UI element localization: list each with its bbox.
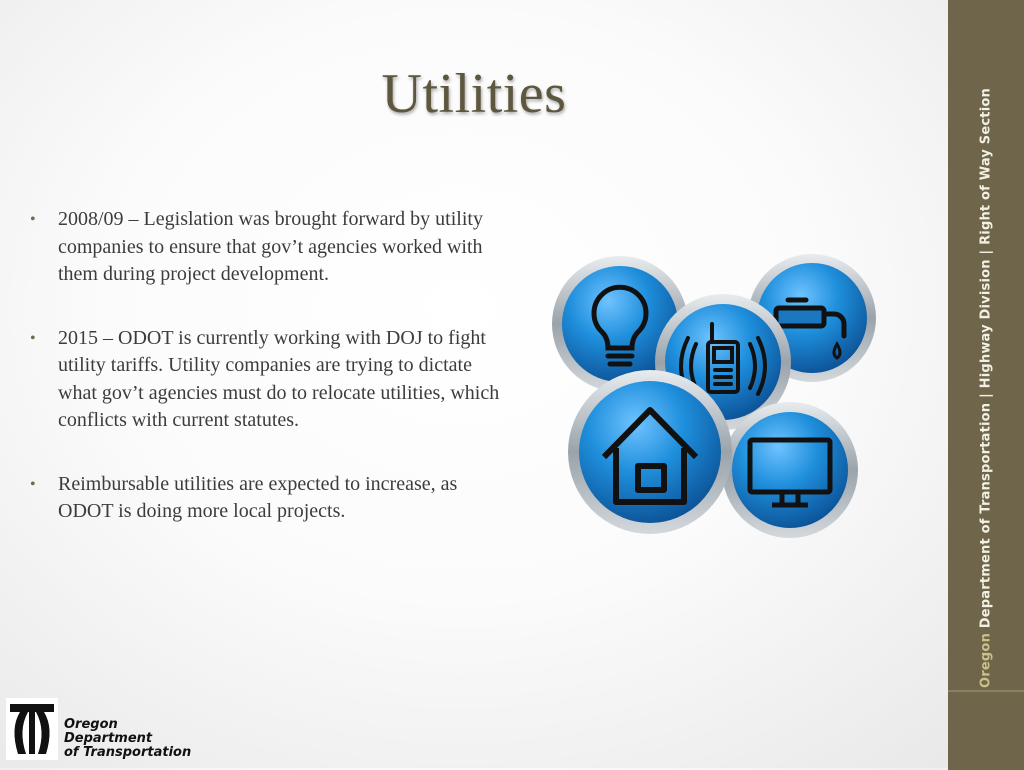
bullet-glyph: • xyxy=(30,475,36,493)
bullet-glyph: • xyxy=(30,211,36,228)
slide-title: Utilities xyxy=(381,63,567,125)
bullet-list xyxy=(30,206,510,562)
bullet-text: 2015 – ODOT is currently working with DOJ to fight utility tariffs. Utility companies are trying to dictate what gov’t agencies must do to relocate utilities, which conflicts with current statutes. xyxy=(58,326,500,431)
bullet-text: 2008/09 – Legislation was brought forward by utility companies to ensure that gov’t agencies worked with them during project development. xyxy=(58,208,483,285)
sidebar-lower-block xyxy=(948,690,1024,770)
bullet-item xyxy=(30,471,510,526)
bullet-item xyxy=(30,206,510,289)
odot-logo xyxy=(6,698,206,764)
house-icon xyxy=(568,370,732,534)
bullet-text: Reimbursable utilities are expected to increase, as ODOT is doing more local projects. xyxy=(58,472,458,522)
odot-emblem-icon xyxy=(6,698,58,760)
sidebar-accent-word: Oregon xyxy=(978,632,994,688)
bullet-item xyxy=(30,325,510,435)
sidebar-text-area xyxy=(948,0,1024,690)
logo-line-1: Oregon xyxy=(64,717,118,732)
sidebar xyxy=(948,0,1024,768)
sidebar-caption xyxy=(979,88,994,688)
logo-line-2: Department xyxy=(64,731,153,746)
sidebar-caption-text: Department of Transportation | Highway Division | Right of Way Section xyxy=(978,88,994,633)
monitor-icon xyxy=(722,402,858,538)
odot-logo-text xyxy=(64,718,191,760)
bullet-glyph: • xyxy=(30,329,36,347)
logo-line-3: of Transportation xyxy=(64,745,192,760)
utility-icons-cluster xyxy=(550,252,890,552)
